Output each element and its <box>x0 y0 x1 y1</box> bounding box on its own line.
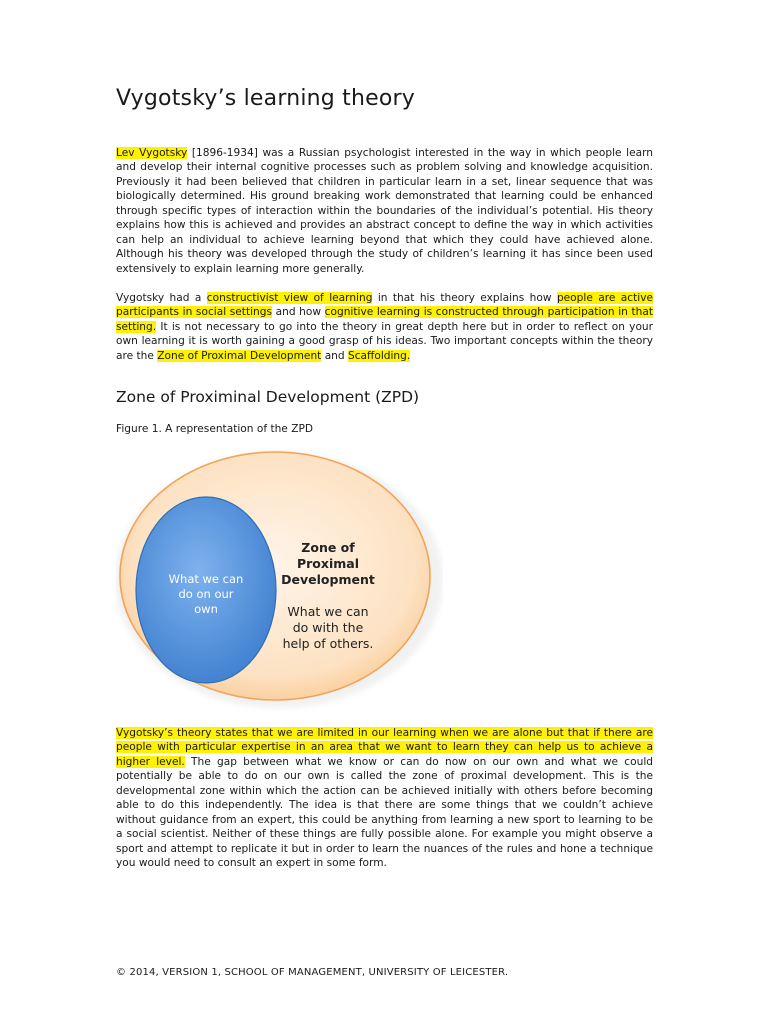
zpd-sub-2: do with the <box>292 620 364 635</box>
zpd-paragraph <box>116 726 653 871</box>
constructivist-paragraph <box>116 291 653 363</box>
p2-text-5: and <box>321 349 348 362</box>
p2-text-1: Vygotsky had a <box>116 292 207 304</box>
highlight-zpd: Zone of Proximal Development <box>157 349 322 362</box>
highlight-limited-learning: Vygotsky’s theory states that we are limited in our learning when we are alone but that if there are people with particular expertise in an area that we want to learn they can help us to achieve a higher level. <box>116 727 653 768</box>
highlight-scaffolding: Scaffolding. <box>348 349 411 362</box>
zpd-sub-3: help of others. <box>282 636 374 651</box>
section-heading: Zone of Proximinal Development (ZPD) <box>116 388 420 406</box>
inner-label-1: What we can <box>168 572 244 586</box>
p2-text-3: and how <box>272 306 325 319</box>
zpd-diagram <box>116 449 443 711</box>
intro-paragraph <box>116 146 653 276</box>
highlight-constructivist-view: constructivist view of learning <box>206 292 373 304</box>
intro-text: [1896-1934] was a Russian psychologist interested in the way in which people learn and develop their internal cognitive processes such as problem solving and knowledge acquisition. Previously it had been believed that children in particular learn in a set, linear sequence that was biologically determined. His ground breaking work demonstrated that learning could be enhanced through specific types of interaction within the boundaries of the individual’s potential. His theory explains how this is achieved and provides an abstract concept to define the way in which activities can help an individual to achieve learning beyond that which they could have achieved alone. Although his theory was developed through the study of children’s learning it has since been used extensively to explain learning more generally. <box>116 147 653 275</box>
inner-label-2: do on our <box>178 587 234 601</box>
zpd-text: The gap between what we know or can do now on our own and what we could potentially be able to do on our own is called the zone of proximal development. This is the developmental zone within which the action can be achieved initially with others before becoming able to do this independently. The idea is that there are some things that we couldn’t achieve without guidance from an expert, this could be anything from learning a new sport to learning to be a social scientist. Neither of these things are fully possible alone. For example you might observe a sport and attempt to replicate it but in order to learn the nuances of the rules and hone a technique you would need to consult an expert in some form. <box>116 755 653 870</box>
zpd-title-3: Development <box>281 572 375 587</box>
zpd-title-2: Proximal <box>296 556 360 571</box>
highlight-lev-vygotsky: Lev Vygotsky <box>116 147 188 159</box>
copyright-footer: © 2014, VERSION 1, SCHOOL OF MANAGEMENT, UNIVERSITY OF LEICESTER. <box>116 967 509 978</box>
page-title: Vygotsky’s learning theory <box>116 86 415 111</box>
highlight-active-participants: people are active participants in social settings <box>116 292 653 319</box>
p2-text-4: It is not necessary to go into the theory in great depth here but in order to reflect on your own learning it is worth gaining a good grasp of his ideas. Two important concepts within the theory are the <box>116 320 653 362</box>
inner-label-3: own <box>194 602 218 616</box>
zpd-sub-1: What we can <box>287 604 369 619</box>
zpd-title-1: Zone of <box>301 540 355 555</box>
highlight-cognitive-learning: cognitive learning is constructed through participation in that setting. <box>116 306 653 333</box>
figure-caption: Figure 1. A representation of the ZPD <box>116 423 313 435</box>
p2-text-2: in that his theory explains how <box>372 292 557 304</box>
